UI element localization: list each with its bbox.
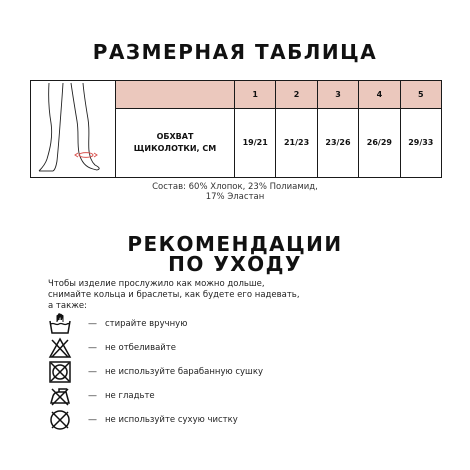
care-dash: — xyxy=(88,367,97,377)
size-header-5: 5 xyxy=(400,81,441,109)
ankle-value-3: 23/26 xyxy=(317,108,358,177)
care-item-no-tumble-dry xyxy=(48,360,428,384)
care-title-line-2: ПО УХОДУ xyxy=(168,252,302,276)
size-chart-title: РАЗМЕРНАЯ ТАБЛИЦА xyxy=(92,40,378,64)
care-dash: — xyxy=(88,391,97,401)
row-label-line2: ЩИКОЛОТКИ, СМ xyxy=(133,143,217,153)
care-item-no-dry-clean xyxy=(48,408,428,432)
row-label-ankle xyxy=(116,108,235,177)
no-iron-icon xyxy=(48,384,72,408)
ankle-value-1: 19/21 xyxy=(235,108,276,177)
care-item-no-iron xyxy=(48,384,428,408)
size-header-3: 3 xyxy=(317,81,358,109)
care-intro-line-2: снимайте кольца и браслеты, как будете его надевать, xyxy=(48,290,300,300)
composition-line-1: Состав: 60% Хлопок, 23% Полиамид, xyxy=(152,182,318,192)
care-item-no-bleach xyxy=(48,336,428,360)
size-header-4: 4 xyxy=(359,81,400,109)
care-title-line-1: РЕКОМЕНДАЦИИ xyxy=(127,232,343,256)
size-table xyxy=(30,80,442,178)
size-header-1: 1 xyxy=(235,81,276,109)
hand-wash-icon xyxy=(48,312,72,336)
composition-line-2: 17% Эластан xyxy=(205,192,265,202)
care-dash: — xyxy=(88,343,97,353)
legs-illustration xyxy=(31,81,115,175)
care-text-no-dry-clean: не используйте сухую чистку xyxy=(105,415,238,425)
care-text-no-bleach: не отбеливайте xyxy=(105,343,176,353)
care-text-hand-wash: стирайте вручную xyxy=(105,319,188,329)
care-text-no-tumble-dry: не используйте барабанную сушку xyxy=(105,367,263,377)
header-blank-cell xyxy=(116,81,235,109)
care-text-no-iron: не гладьте xyxy=(105,391,155,401)
care-item-hand-wash xyxy=(48,312,428,336)
care-intro-line-1: Чтобы изделие прослужило как можно дольше, xyxy=(48,279,265,289)
care-intro-line-3: а также: xyxy=(48,301,87,311)
no-dry-clean-icon xyxy=(48,408,72,432)
no-tumble-dry-icon xyxy=(48,360,72,384)
size-header-2: 2 xyxy=(276,81,317,109)
row-label-line1: ОБХВАТ xyxy=(156,131,194,141)
size-header-row xyxy=(31,81,442,109)
ankle-value-5: 29/33 xyxy=(400,108,441,177)
care-dash: — xyxy=(88,319,97,329)
no-bleach-icon xyxy=(48,336,72,360)
ankle-value-4: 26/29 xyxy=(359,108,400,177)
care-dash: — xyxy=(88,415,97,425)
ankle-value-2: 21/23 xyxy=(276,108,317,177)
legs-illustration-cell xyxy=(31,81,116,178)
